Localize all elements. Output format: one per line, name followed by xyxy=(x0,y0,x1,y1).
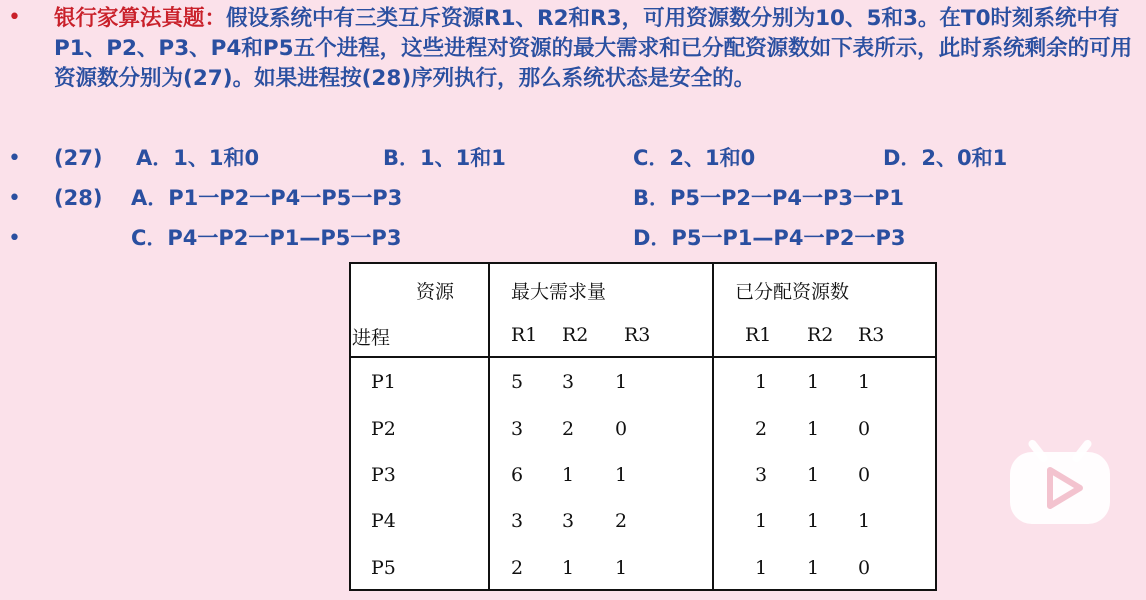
q27-option-a[interactable]: A．1、1和0 xyxy=(136,146,260,170)
q27-label: (27) xyxy=(54,146,103,170)
process-name: P4 xyxy=(371,510,396,532)
divider xyxy=(712,264,714,589)
alloc-r3: 0 xyxy=(858,557,871,579)
max-r3: 0 xyxy=(615,418,628,440)
column-header: R2 xyxy=(807,324,834,346)
divider xyxy=(488,264,490,589)
alloc-r3: 1 xyxy=(858,510,871,532)
alloc-r2: 1 xyxy=(807,510,820,532)
process-name: P1 xyxy=(371,371,396,393)
max-r3: 1 xyxy=(615,371,628,393)
column-header: R3 xyxy=(624,324,651,346)
bullet-dot: • xyxy=(8,146,21,171)
column-header: R1 xyxy=(745,324,772,346)
max-r1: 3 xyxy=(511,510,524,532)
max-r3: 2 xyxy=(615,510,628,532)
alloc-r3: 0 xyxy=(858,464,871,486)
q28-option-c[interactable]: C．P4一P2一P1—P5一P3 xyxy=(131,226,402,250)
max-r2: 3 xyxy=(562,371,575,393)
alloc-r1: 1 xyxy=(755,557,768,579)
process-name: P2 xyxy=(371,418,396,440)
alloc-r1: 3 xyxy=(755,464,768,486)
max-r1: 2 xyxy=(511,557,524,579)
column-header: R1 xyxy=(511,324,538,346)
q28-option-b[interactable]: B．P5一P2一P4一P3一P1 xyxy=(633,186,905,210)
max-demand-header: 最大需求量 xyxy=(511,281,607,303)
max-r2: 3 xyxy=(562,510,575,532)
max-r2: 1 xyxy=(562,557,575,579)
process-name: P5 xyxy=(371,557,396,579)
max-r1: 3 xyxy=(511,418,524,440)
question-body: 假设系统中有三类互斥资源R1、R2和R3，可用资源数分别为10、5和3。在T0时刻系统中有P1、P2、P3、P4和P5五个进程，这些进程对资源的最大需求和已分配资源数如下表所示，此时系统剩余的可用资源数分别为(27)。如果进程按(28)序列执行，那么系统状态是安全的。 xyxy=(54,6,1133,91)
process-name: P3 xyxy=(371,464,396,486)
alloc-r2: 1 xyxy=(807,557,820,579)
alloc-r2: 1 xyxy=(807,371,820,393)
max-r1: 6 xyxy=(511,464,524,486)
resource-table xyxy=(349,262,937,591)
max-r2: 2 xyxy=(562,418,575,440)
q27-option-c[interactable]: C．2、1和0 xyxy=(633,146,756,170)
max-r3: 1 xyxy=(615,464,628,486)
alloc-r1: 1 xyxy=(755,371,768,393)
max-r2: 1 xyxy=(562,464,575,486)
q28-option-d[interactable]: D．P5一P1—P4一P2一P3 xyxy=(633,226,906,250)
alloc-r1: 2 xyxy=(755,418,768,440)
allocated-header: 已分配资源数 xyxy=(735,281,850,303)
tv-play-icon[interactable] xyxy=(1008,430,1112,526)
alloc-r3: 1 xyxy=(858,371,871,393)
q28-option-a[interactable]: A．P1一P2一P4一P5一P3 xyxy=(131,186,403,210)
question-title: 银行家算法真题： xyxy=(54,6,227,31)
alloc-r3: 0 xyxy=(858,418,871,440)
column-header: R2 xyxy=(562,324,589,346)
divider xyxy=(351,356,935,358)
max-r3: 1 xyxy=(615,557,628,579)
corner-resource-label: 资源 xyxy=(416,281,455,303)
q27-option-d[interactable]: D．2、0和1 xyxy=(883,146,1008,170)
question-text xyxy=(54,4,1139,94)
column-header: R3 xyxy=(858,324,885,346)
alloc-r2: 1 xyxy=(807,464,820,486)
bullet-dot-red: • xyxy=(8,5,21,30)
q28-label: (28) xyxy=(54,186,103,210)
alloc-r1: 1 xyxy=(755,510,768,532)
bullet-dot: • xyxy=(8,186,21,211)
bullet-dot: • xyxy=(8,226,21,251)
max-r1: 5 xyxy=(511,371,524,393)
corner-process-label: 进程 xyxy=(352,327,391,349)
q27-option-b[interactable]: B．1、1和1 xyxy=(383,146,506,170)
alloc-r2: 1 xyxy=(807,418,820,440)
